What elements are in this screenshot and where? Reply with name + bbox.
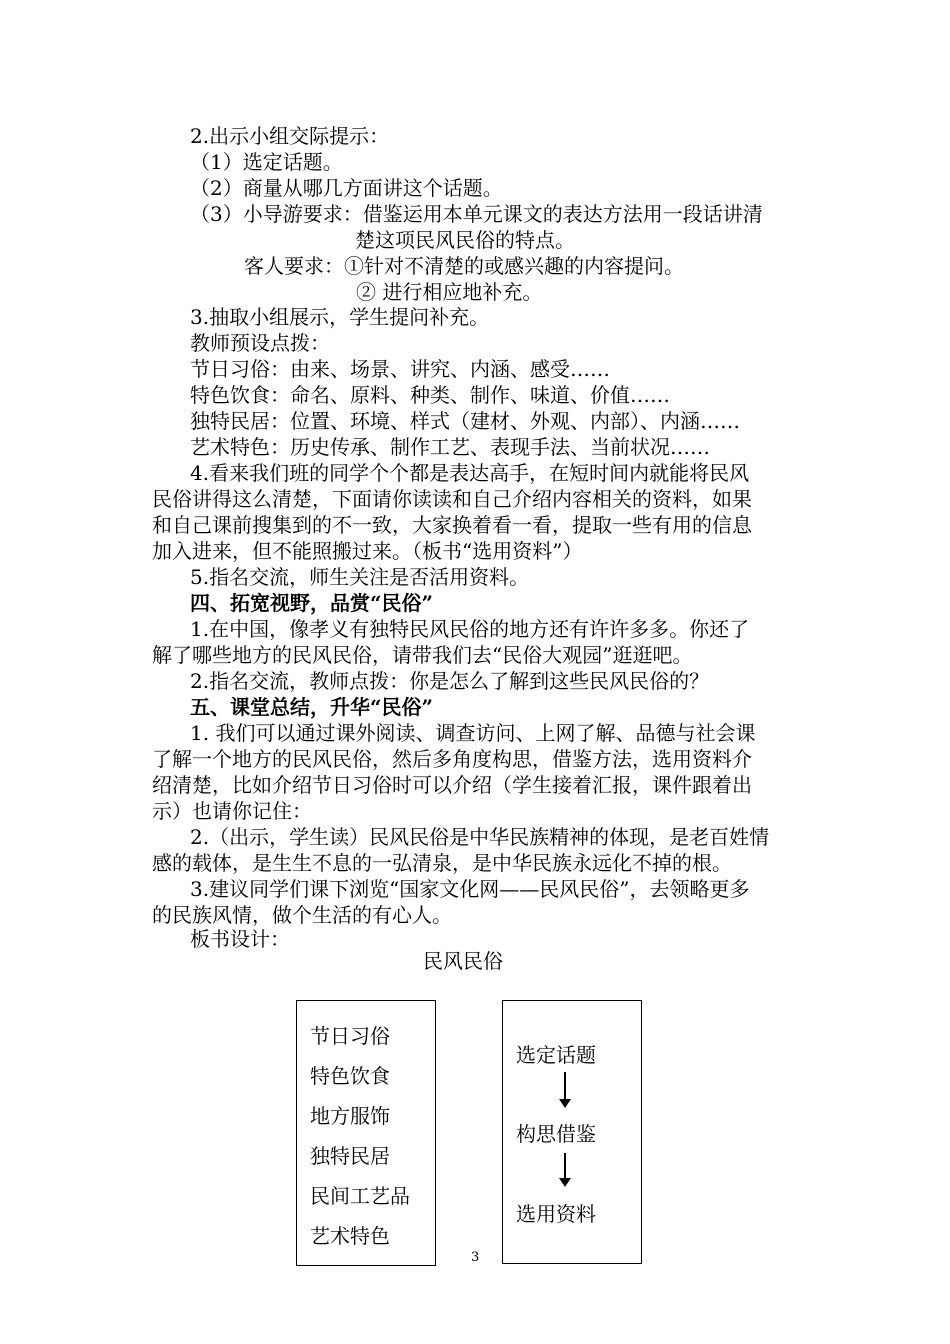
text-line: 解了哪些地方的民风民俗，请带我们去“民俗大观园”逛逛吧。 <box>152 643 693 667</box>
board-item: 独特民居 <box>310 1144 390 1168</box>
board-right-box <box>502 1000 642 1264</box>
board-step: 选定话题 <box>516 1043 596 1067</box>
text-line: 2.指名交流，教师点拨：你是怎么了解到这些民风民俗的？ <box>190 669 710 693</box>
text-line: 的民族风情，做个生活的有心人。 <box>152 903 452 927</box>
text-line: 2.（出示，学生读）民风民俗是中华民族精神的体现，是老百姓情 <box>190 825 770 849</box>
text-line: ② 进行相应地补充。 <box>356 280 543 304</box>
text-line: （1）选定话题。 <box>190 150 343 174</box>
text-line: 独特民居：位置、环境、样式（建材、外观、内部）、内涵…… <box>190 409 740 433</box>
text-line: 特色饮食：命名、原料、种类、制作、味道、价值…… <box>190 383 670 407</box>
text-line: 板书设计： <box>190 927 290 951</box>
arrow-down-icon <box>564 1072 566 1100</box>
text-line: 艺术特色：历史传承、制作工艺、表现手法、当前状况…… <box>190 435 710 459</box>
section-heading: 五、课堂总结，升华“民俗” <box>190 695 434 719</box>
text-line: 1.在中国，像孝义有独特民风民俗的地方还有许许多多。你还了 <box>190 617 750 641</box>
text-line: 和自己课前搜集到的不一致，大家换着看一看，提取一些有用的信息 <box>152 513 752 537</box>
board-item: 节日习俗 <box>310 1024 390 1048</box>
text-line: 3.建议同学们课下浏览“国家文化网——民风民俗”，去领略更多 <box>190 877 750 901</box>
text-line: 2.出示小组交际提示： <box>190 124 390 148</box>
text-line: （3）小导游要求：借鉴运用本单元课文的表达方法用一段话讲清 <box>190 202 763 226</box>
board-step: 选用资料 <box>516 1202 596 1226</box>
arrow-down-icon <box>564 1153 566 1179</box>
text-line: 楚这项民风民俗的特点。 <box>355 228 575 252</box>
board-title: 民风民俗 <box>423 949 503 973</box>
page-number: 3 <box>471 1250 480 1265</box>
board-item: 特色饮食 <box>310 1064 390 1088</box>
text-line: 4.看来我们班的同学个个都是表达高手，在短时间内就能将民风 <box>190 461 750 485</box>
text-line: 民俗讲得这么清楚，下面请你读读和自己介绍内容相关的资料，如果 <box>152 487 752 511</box>
board-item: 艺术特色 <box>310 1224 390 1248</box>
text-line: 1. 我们可以通过课外阅读、调查访问、上网了解、品德与社会课 <box>190 721 756 745</box>
board-item: 地方服饰 <box>310 1104 390 1128</box>
text-line: 感的载体，是生生不息的一弘清泉，是中华民族永远化不掉的根。 <box>152 851 732 875</box>
board-item: 民间工艺品 <box>310 1184 410 1208</box>
text-line: 3.抽取小组展示，学生提问补充。 <box>190 305 490 329</box>
text-line: 教师预设点拨： <box>190 331 330 355</box>
text-line: 示）也请你记住： <box>152 799 312 823</box>
section-heading: 四、拓宽视野，品赏“民俗” <box>190 591 434 615</box>
text-line: 绍清楚，比如介绍节日习俗时可以介绍（学生接着汇报，课件跟着出 <box>152 773 752 797</box>
text-line: 5.指名交流，师生关注是否活用资料。 <box>190 565 530 589</box>
board-left-box <box>296 1000 436 1266</box>
board-step: 构思借鉴 <box>516 1122 596 1146</box>
text-line: 了解一个地方的民风民俗，然后多角度构思，借鉴方法，选用资料介 <box>152 747 752 771</box>
text-line: 客人要求：①针对不清楚的或感兴趣的内容提问。 <box>244 254 684 278</box>
text-line: 加入进来，但不能照搬过来。（板书“选用资料”） <box>152 539 583 563</box>
text-line: （2）商量从哪几方面讲这个话题。 <box>190 176 503 200</box>
text-line: 节日习俗：由来、场景、讲究、内涵、感受…… <box>190 357 610 381</box>
